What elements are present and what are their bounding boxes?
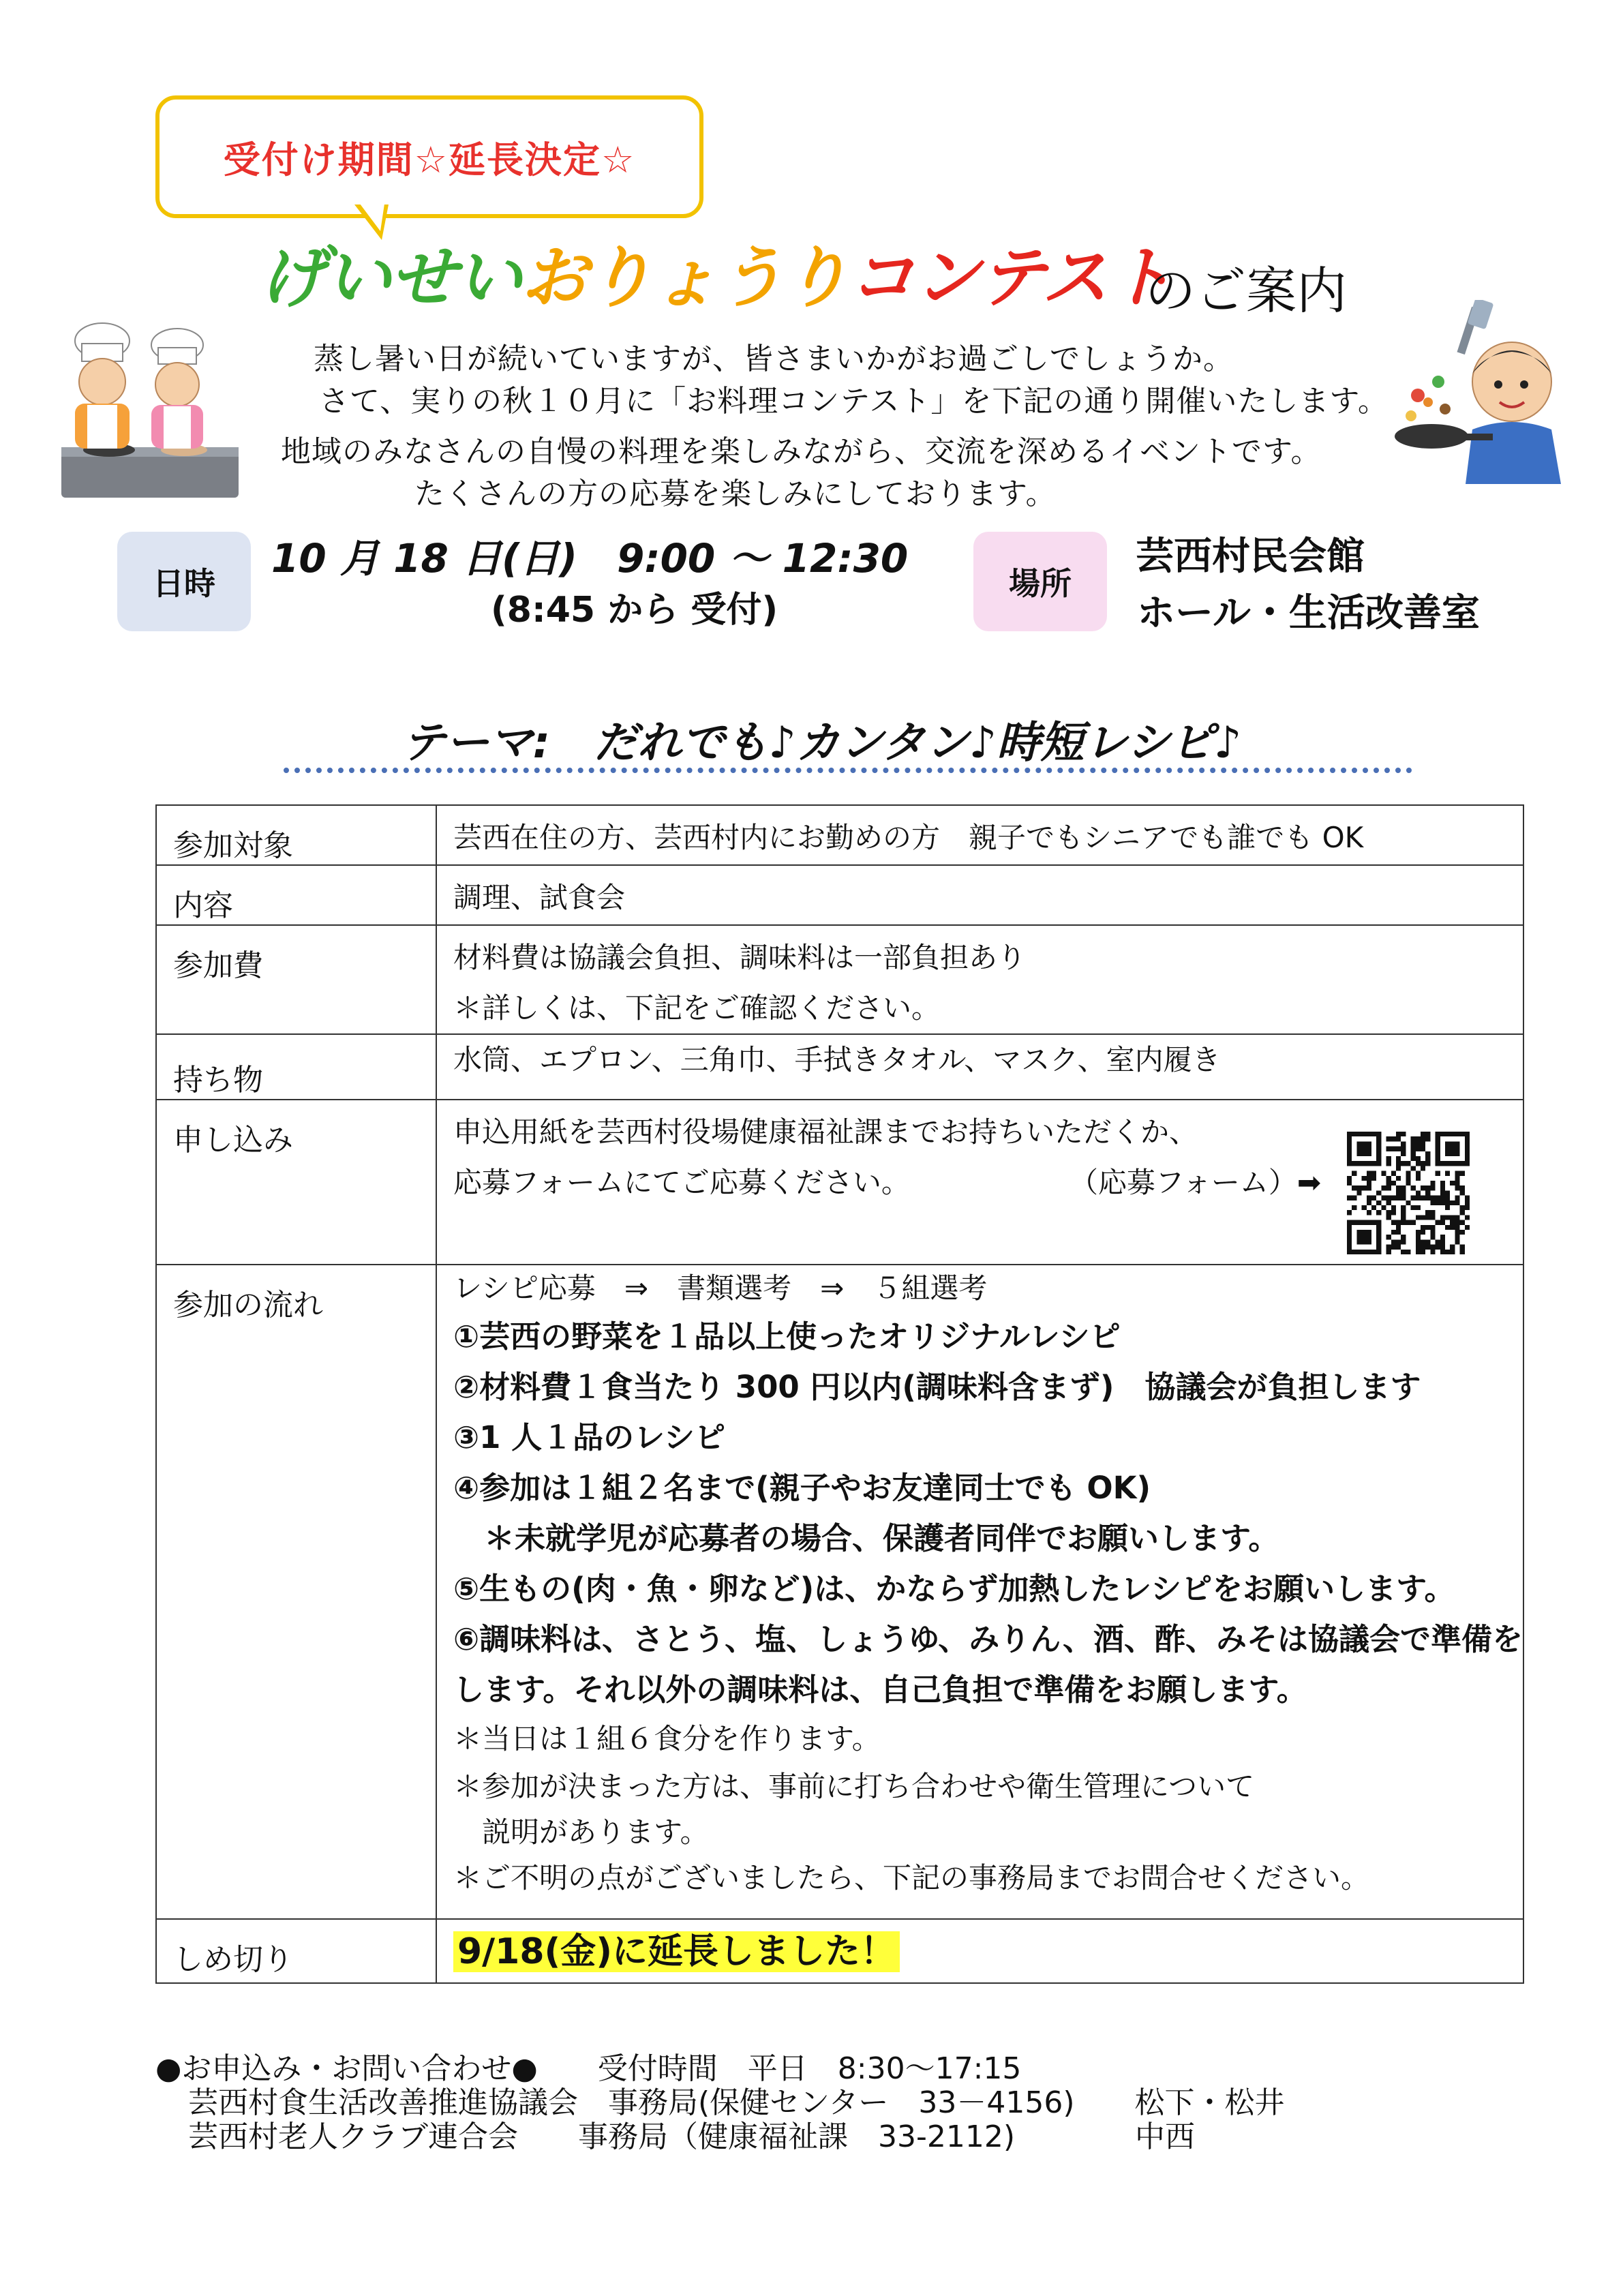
row-label-fee: 参加費: [156, 925, 436, 1034]
flow-line: ＊未就学児が応募者の場合、保護者同伴でお願いします。: [453, 1520, 1279, 1556]
row-label-flow: 参加の流れ: [156, 1265, 436, 1919]
row-value-fee: [436, 925, 1523, 1034]
row-value-content: [436, 865, 1523, 925]
flow-line: 説明があります。: [453, 1815, 709, 1849]
intro-line: 蒸し暑い日が続いていますが、皆さまいかがお過ごしでしょうか。: [314, 342, 1234, 376]
flow-line: します。それ以外の調味料は、自己負担で準備をお願します。: [453, 1672, 1307, 1708]
contest-title: [259, 239, 1172, 320]
deadline-highlight: 9/18(金)に延長しました！: [453, 1931, 900, 1972]
flow-line: ⑥調味料は、さとう、塩、しょうゆ、みりん、酒、酢、みそは協議会で準備を: [453, 1621, 1523, 1657]
row-value-flow: [436, 1265, 1523, 1919]
contact-line: 芸西村老人クラブ連合会 事務局（健康福祉課 33-2112) 中西: [188, 2119, 1196, 2154]
venue-room: ホール・生活改善室: [1137, 591, 1480, 635]
table-row: [156, 925, 1523, 1034]
flow-line: ＊ご不明の点がございましたら、下記の事務局までお問合せください。: [453, 1861, 1369, 1894]
table-row: [156, 865, 1523, 925]
reception-time: (8:45 から 受付): [491, 590, 778, 631]
theme-underline: [284, 768, 1412, 773]
flow-line: ③1 人１品のレシピ: [453, 1419, 725, 1455]
fee-text: 材料費は協議会負担、調味料は一部負担あり: [453, 941, 1026, 974]
deadline-line: [453, 1927, 1523, 1979]
chefs-illustration: [55, 314, 245, 504]
row-label-target: 参加対象: [156, 805, 436, 865]
row-label-items: 持ち物: [156, 1034, 436, 1100]
contact-line: 芸西村食生活改善推進協議会 事務局(保健センター 33－4156) 松下・松井: [188, 2085, 1285, 2120]
title-part-geisei: げいせい: [259, 239, 521, 317]
flow-line: ＊参加が決まった方は、事前に打ち合わせや衛生管理について: [453, 1770, 1255, 1803]
row-label-content: 内容: [156, 865, 436, 925]
title-part-contest: コンテスト: [848, 239, 1173, 317]
apply-text-2: 応募フォームにてご応募ください。: [453, 1166, 910, 1199]
contact-heading: ●お申込み・お問い合わせ● 受付時間 平日 8:30〜17:15: [155, 2051, 1022, 2086]
event-date: 10 月 18 日(日) 9:00 〜 12:30: [271, 535, 909, 581]
flow-line: レシピ応募 ⇒ 書類選考 ⇒ ５組選考: [453, 1271, 988, 1305]
date-label: 日時: [117, 532, 251, 631]
table-row: [156, 1034, 1523, 1100]
title-suffix: のご案内: [1145, 262, 1347, 320]
title-part-oryouri: おりょうり: [521, 239, 849, 317]
extension-notice: 受付け期間☆延長決定☆: [223, 138, 636, 181]
intro-line: さて、実りの秋１０月に「お料理コンテスト」を下記の通り開催いたします。: [319, 384, 1389, 419]
table-row: [156, 805, 1523, 865]
flow-line: ⑤生もの(肉・魚・卵など)は、かならず加熱したレシピをお願いします。: [453, 1571, 1455, 1607]
flow-line: ④参加は１組２名まで(親子やお友達同士でも OK): [453, 1470, 1151, 1506]
qr-code-icon[interactable]: [1347, 1132, 1470, 1254]
target-text: 芸西在住の方、芸西村内にお勤めの方 親子でもシニアでも誰でも OK: [453, 821, 1364, 854]
info-table: [155, 804, 1524, 1984]
fee-note: ＊詳しくは、下記をご確認ください。: [453, 991, 940, 1025]
row-value-items: [436, 1034, 1523, 1100]
venue-name: 芸西村民会館: [1136, 534, 1365, 579]
row-value-deadline: [436, 1919, 1523, 1983]
form-label: （応募フォーム）➡: [1069, 1166, 1322, 1199]
flow-line: ＊当日は１組６食分を作ります。: [453, 1722, 881, 1755]
apply-text: 申込用紙を芸西村役場健康福祉課までお持ちいただくか、: [453, 1115, 1198, 1149]
items-text: 水筒、エプロン、三角巾、手拭きタオル、マスク、室内履き: [453, 1043, 1221, 1076]
theme-heading: テーマ: だれでも♪カンタン♪時短レシピ♪: [401, 718, 1242, 768]
content-text: 調理、試食会: [453, 881, 625, 914]
table-row: [156, 1919, 1523, 1983]
row-value-target: [436, 805, 1523, 865]
intro-line: たくさんの方の応募を楽しみにしております。: [414, 477, 1057, 511]
intro-line: 地域のみなさんの自慢の料理を楽しみながら、交流を深めるイベントです。: [281, 434, 1322, 469]
row-label-apply: 申し込み: [156, 1100, 436, 1265]
cook-illustration: [1391, 300, 1581, 484]
row-label-deadline: しめ切り: [156, 1919, 436, 1983]
flow-line: ②材料費１食当たり 300 円以内(調味料含まず) 協議会が負担します: [453, 1369, 1421, 1405]
table-row: [156, 1100, 1523, 1265]
venue-label: 場所: [973, 532, 1107, 631]
flow-line: ①芸西の野菜を１品以上使ったオリジナルレシピ: [453, 1318, 1121, 1355]
table-row: [156, 1265, 1523, 1919]
